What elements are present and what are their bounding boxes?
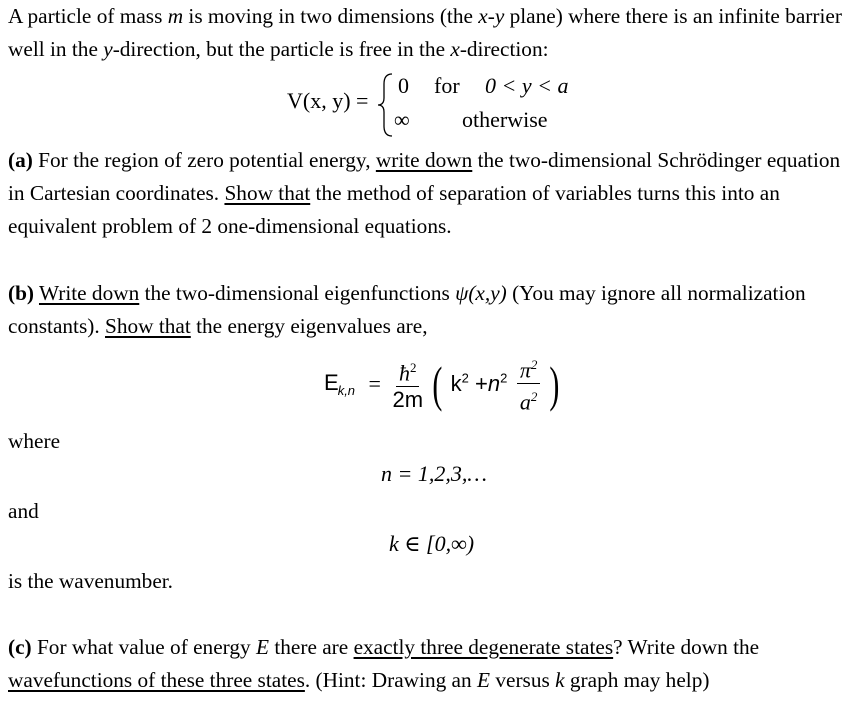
wavenumber-text: is the wavenumber.	[8, 569, 174, 593]
mass-symbol: m	[167, 4, 184, 28]
potential-zero: 0	[398, 73, 409, 98]
left-paren: (	[431, 355, 442, 412]
potential-lhs: V(x, y) =	[287, 88, 369, 113]
part-a-paragraph: (a) For the region of zero potential energy, write down the two-dimensional Schrödinger equation in Cartesian coordinates. Show that the method of separation of variables turns this into an equivalent problem of 2 one-dimensional equations.	[8, 148, 841, 238]
potential-range: 0 < y < a	[485, 73, 569, 98]
intro-paragraph: A particle of mass m is moving in two dimensions (the x-y plane) where there is an infinite barrier well in the y-direction, but the particle is free in the x-direction:	[8, 4, 842, 61]
k-range: k ∈ [0,∞)	[389, 531, 475, 556]
and-label: and	[8, 499, 39, 523]
potential-for: for	[434, 73, 460, 98]
right-paren: )	[549, 355, 560, 412]
n-values: n = 1,2,3,…	[381, 461, 487, 486]
potential-infinity: ∞	[394, 107, 410, 132]
left-brace-icon	[376, 72, 396, 138]
energy-equation: $E_{k,n}$ = $\frac{ħ^2}{2m}$ ( $k^2 +n^2$ $\frac{\pi^2}{a^2}$ )	[324, 352, 563, 416]
potential-otherwise: otherwise	[462, 107, 548, 132]
part-c-paragraph: (c) For what value of energy E there are exactly three degenerate states? Write down the wavefunctions of these three states. (Hint: Drawing an E versus k graph may help)	[8, 635, 760, 692]
part-b-paragraph: (b) Write down the two-dimensional eigenfunctions ψ(x,y) (You may ignore all normalization constants). Show that the energy eigenvalues are,	[8, 281, 806, 338]
where-label: where	[8, 429, 61, 453]
